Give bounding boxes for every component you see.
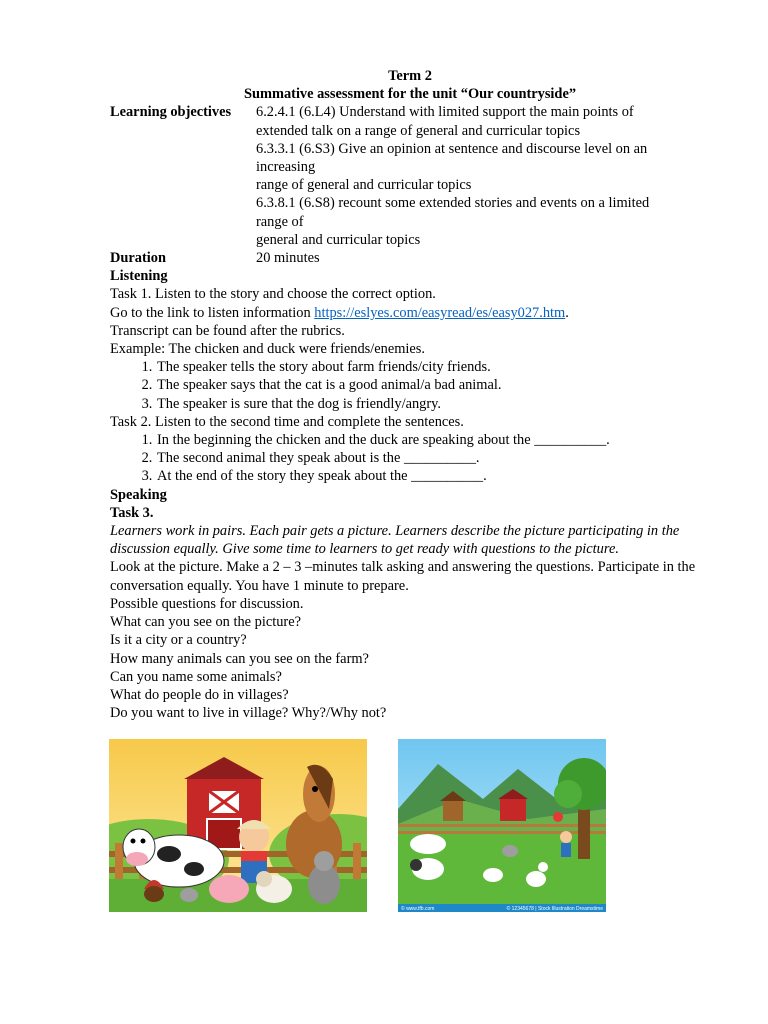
objective-line: 6.2.4.1 (6.L4) Understand with limited support the main points of bbox=[256, 104, 634, 121]
duration-label: Duration bbox=[110, 250, 166, 267]
task2-list bbox=[110, 431, 710, 486]
task3-heading: Task 3. bbox=[110, 504, 154, 521]
question: Can you name some animals? bbox=[110, 668, 282, 685]
task1-example: Example: The chicken and duck were friends/enemies. bbox=[110, 341, 426, 358]
image-credit-left: © www.tfb.com bbox=[401, 906, 435, 912]
question: Do you want to live in village? Why?/Why not? bbox=[110, 705, 387, 722]
objective-line: 6.3.8.1 (6.S8) recount some extended stories and events on a limited bbox=[256, 195, 650, 212]
objective-line: 6.3.3.1 (6.S3) Give an opinion at sentence and discourse level on an bbox=[256, 140, 648, 157]
task1-instruction: Task 1. Listen to the story and choose the correct option. bbox=[110, 286, 436, 303]
listen-link-line bbox=[110, 304, 710, 322]
list-item: 2. The second animal they speak about is the __________. bbox=[156, 449, 710, 467]
farm-animals-cartoon-image bbox=[109, 739, 367, 912]
duration-row bbox=[110, 249, 710, 267]
transcript-note: Transcript can be found after the rubrics. bbox=[110, 322, 345, 339]
objective-line: range of bbox=[256, 213, 304, 230]
question: How many animals can you see on the farm? bbox=[110, 650, 369, 667]
listening-heading: Listening bbox=[110, 268, 168, 285]
teacher-instructions: Learners work in pairs. Each pair gets a picture. Learners describe the picture participating in the discussion equally. Give some time to learners to get ready with questions to the picture. bbox=[110, 523, 680, 558]
learning-objectives-label: Learning objectives bbox=[110, 104, 232, 121]
learner-instructions: Look at the picture. Make a 2 – 3 –minutes talk asking and answering the questions. Participate in the conversation equally. You have 1 minute to prepare. bbox=[110, 559, 696, 594]
question: What can you see on the picture? bbox=[110, 614, 301, 631]
task2-instruction: Task 2. Listen to the second time and complete the sentences. bbox=[110, 413, 464, 430]
speaking-heading: Speaking bbox=[110, 486, 167, 503]
link-prefix: Go to the link to listen information bbox=[110, 304, 315, 321]
document-title: Summative assessment for the unit “Our countryside” bbox=[243, 86, 577, 103]
question: What do people do in villages? bbox=[110, 686, 289, 703]
objective-line: increasing bbox=[256, 159, 316, 176]
learning-objectives-list bbox=[256, 103, 710, 249]
link-suffix: . bbox=[565, 304, 569, 321]
farm-landscape-cartoon-image bbox=[398, 739, 606, 912]
farm-landscape-illustration bbox=[398, 739, 606, 912]
list-item: 3. At the end of the story they speak about the __________. bbox=[156, 467, 710, 485]
objective-line: general and curricular topics bbox=[256, 231, 421, 248]
farm-animals-illustration bbox=[109, 739, 367, 912]
list-item: 1. The speaker tells the story about farm friends/city friends. bbox=[156, 358, 710, 376]
audio-link[interactable]: https://eslyes.com/easyread/es/easy027.htm bbox=[314, 304, 566, 321]
term-heading: Term 2 bbox=[388, 68, 432, 84]
list-item: 1. In the beginning the chicken and the duck are speaking about the __________. bbox=[156, 431, 710, 449]
document-page bbox=[110, 67, 710, 722]
question: Is it a city or a country? bbox=[110, 632, 247, 649]
learning-objectives-row bbox=[110, 103, 710, 249]
list-item: 2. The speaker says that the cat is a good animal/a bad animal. bbox=[156, 376, 710, 394]
task1-list bbox=[110, 358, 710, 413]
duration-value: 20 minutes bbox=[256, 250, 320, 267]
picture-row bbox=[109, 739, 606, 912]
objective-line: range of general and curricular topics bbox=[256, 177, 472, 194]
questions-title: Possible questions for discussion. bbox=[110, 595, 304, 612]
objective-line: extended talk on a range of general and curricular topics bbox=[256, 122, 581, 139]
list-item: 3. The speaker is sure that the dog is friendly/angry. bbox=[156, 395, 710, 413]
image-credit-right: © 12345678 | Stock Illustration Dreamstime bbox=[506, 906, 603, 912]
